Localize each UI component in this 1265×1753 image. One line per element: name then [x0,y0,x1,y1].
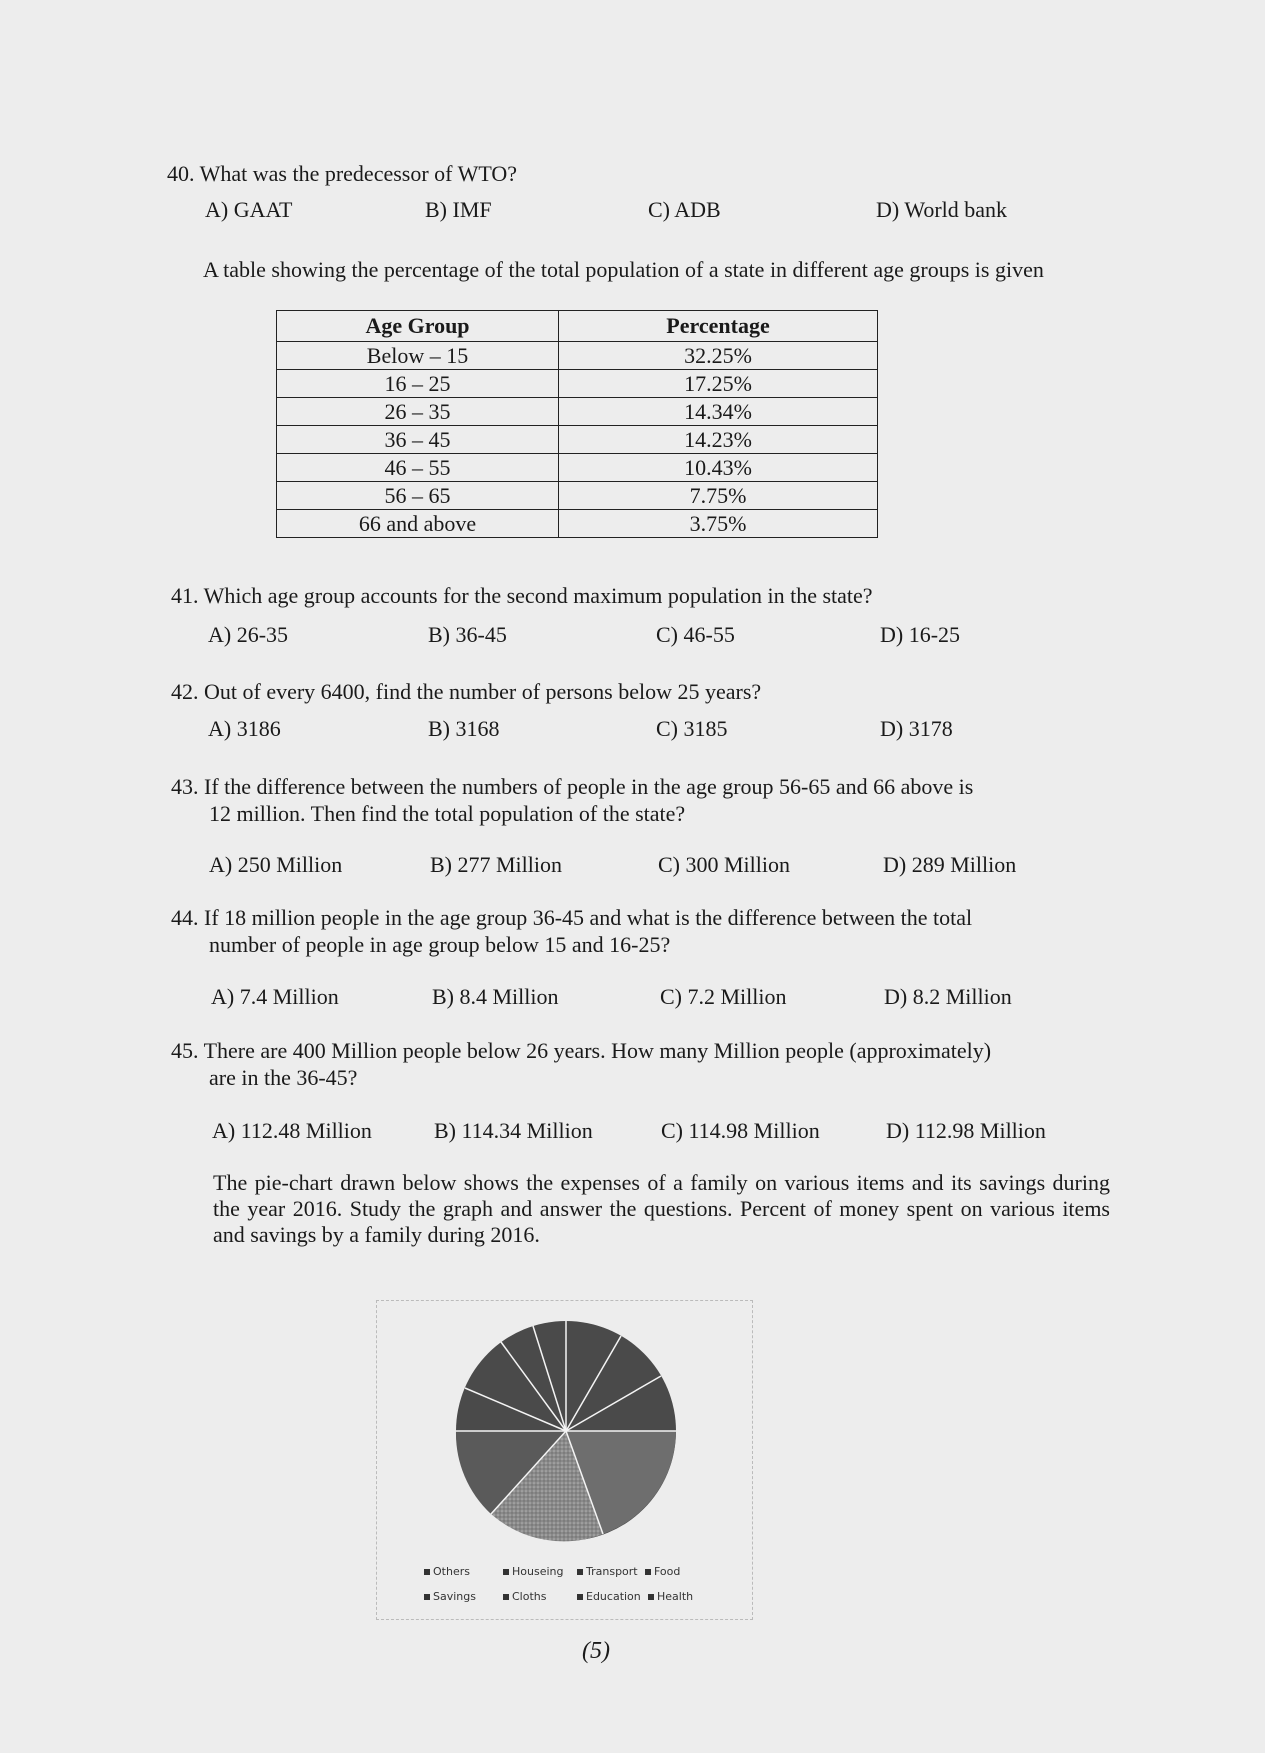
option-c: C) 114.98 Million [661,1118,820,1143]
question-44 [171,904,972,958]
header-percentage: Percentage [559,311,878,342]
pie-chart [453,1318,679,1544]
option-a: A) 26-35 [208,622,289,647]
page-number: (5) [582,1638,610,1664]
table-header-row [277,311,878,342]
legend-item-houseing: Houseing [503,1565,563,1578]
percent-cell: 3.75% [559,510,878,538]
table-row [277,482,878,510]
percent-cell: 17.25% [559,370,878,398]
table-row [277,370,878,398]
legend-item-transport: Transport [577,1565,638,1578]
legend-item-health: Health [648,1590,693,1603]
legend-item-education: Education [577,1590,641,1603]
option-a: A) 7.4 Million [211,984,339,1009]
option-a: A) 3186 [208,716,281,741]
age-cell: 66 and above [277,510,559,538]
question-43 [171,773,973,827]
legend-item-savings: Savings [424,1590,476,1603]
option-b: B) 3168 [428,716,500,741]
question-43-line-2: 12 million. Then find the total population of the state? [209,801,686,826]
option-c: C) 7.2 Million [660,984,787,1009]
percent-cell: 14.34% [559,398,878,426]
option-b: B) 36-45 [428,622,507,647]
question-43-line-1: 43. If the difference between the numbers of people in the age group 56-65 and 66 above is [171,774,974,799]
option-d: D) World bank [876,197,1008,222]
option-d: D) 3178 [880,716,953,741]
age-cell: 16 – 25 [277,370,559,398]
legend-item-food: Food [645,1565,680,1578]
percent-cell: 32.25% [559,342,878,370]
option-c: C) 46-55 [656,622,735,647]
option-a: A) 112.48 Million [212,1118,372,1143]
question-41: 41. Which age group accounts for the second maximum population in the state? [171,583,873,608]
pie-chart-intro: The pie-chart drawn below shows the expenses of a family on various items and its savings during the year 2016. Study the graph and answer the questions. Percent of money spent on various items and savings by a family during 2016. [213,1170,1110,1247]
percent-cell: 14.23% [559,426,878,454]
option-b: B) 277 Million [430,852,563,877]
option-d: D) 16-25 [880,622,961,647]
age-cell: 46 – 55 [277,454,559,482]
legend-item-cloths: Cloths [503,1590,546,1603]
option-d: D) 112.98 Million [886,1118,1046,1143]
table-intro: A table showing the percentage of the total population of a state in different age groups is given [203,257,1044,282]
option-d: D) 289 Million [883,852,1017,877]
age-cell: 56 – 65 [277,482,559,510]
legend-item-others: Others [424,1565,470,1578]
question-45 [171,1037,991,1091]
option-b: B) IMF [425,197,492,222]
header-age-group: Age Group [277,311,559,342]
percent-cell: 7.75% [559,482,878,510]
option-a: A) 250 Million [209,852,343,877]
option-d: D) 8.2 Million [884,984,1012,1009]
age-cell: Below – 15 [277,342,559,370]
question-45-line-1: 45. There are 400 Million people below 26 years. How many Million people (approximately) [171,1038,992,1063]
option-b: B) 8.4 Million [432,984,559,1009]
option-a: A) GAAT [205,197,293,222]
question-44-line-2: number of people in age group below 15 and 16-25? [209,932,671,957]
table-row [277,342,878,370]
table-row [277,398,878,426]
table-row [277,454,878,482]
option-c: C) 300 Million [658,852,791,877]
option-c: C) 3185 [656,716,728,741]
question-45-line-2: are in the 36-45? [209,1065,358,1090]
age-cell: 26 – 35 [277,398,559,426]
table-row [277,510,878,538]
question-42: 42. Out of every 6400, find the number of persons below 25 years? [171,679,762,704]
option-c: C) ADB [648,197,721,222]
age-group-table [276,310,878,538]
option-b: B) 114.34 Million [434,1118,593,1143]
age-cell: 36 – 45 [277,426,559,454]
table-row [277,426,878,454]
question-40: 40. What was the predecessor of WTO? [167,161,518,186]
question-44-line-1: 44. If 18 million people in the age group 36-45 and what is the difference between the total [171,905,973,930]
percent-cell: 10.43% [559,454,878,482]
